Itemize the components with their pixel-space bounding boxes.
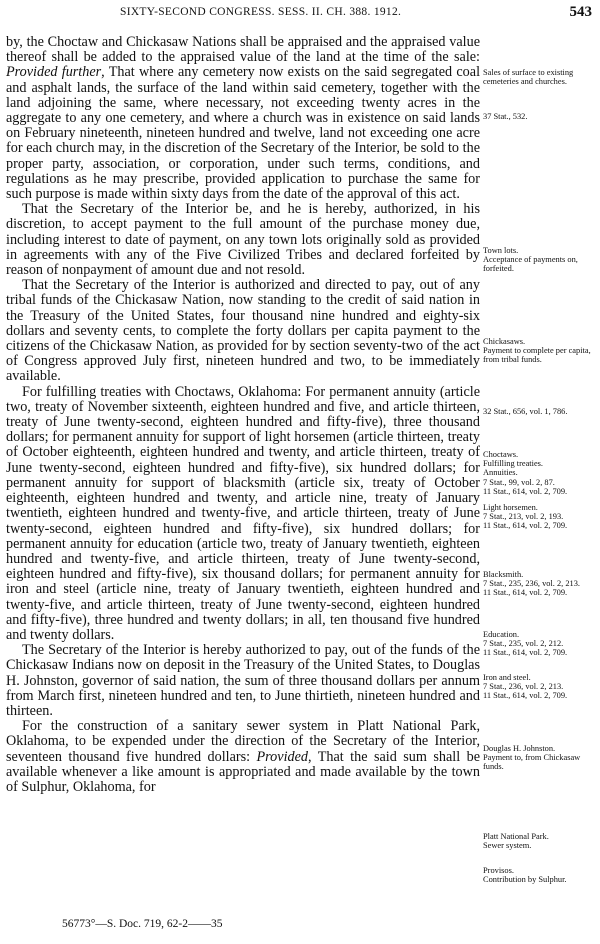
- margin-note-citation: 37 Stat., 532.: [483, 112, 528, 121]
- paragraph-douglas-johnston: The Secretary of the Interior is hereby authorized to pay, out of the funds of the Chickasaw Indians now on deposit in the Treasury of the United States, to Douglas H. Johnston, governor of said nation, the sum of three thousand dollars per annum from March first, nineteen hundred and ten, to June thirtieth, nineteen hundred and thirteen.: [6, 642, 480, 719]
- paragraph-town-lots: That the Secretary of the Interior be, and he is hereby, authorized, in his discretion, to accept payment to the full amount of the purchase money due, including interest to date of payment, on any town lots originally sold as provided in agreements with any of the Five Civilized Tribes and declared forfeited by reason of nonpayment of amount due and not resold.: [6, 201, 480, 279]
- margin-note-choctaws: Choctaws. Fulfilling treaties. Annuities. 7 Stat., 99, vol. 2, 87. 11 Stat., 614, vol. 2, 709.: [483, 450, 568, 496]
- paragraph-cemetery: by, the Choctaw and Chickasaw Nations shall be appraised and the appraised value thereof shall be added to the appraised value of the land at the time of the sale: Provided further, That where any cemetery now exists on the said segregated coal and asphalt lands, the surface of the land within said cemetery, together with the land adjoining the same, where necessary, not exceeding twenty acres in the aggregate to any one cemetery, and where a church was in existence on said lands on February nineteenth, nineteen hundred and twelve, land not exceeding one acre for each church may, in the discretion of the Secretary of the Interior, be sold to the proper party, association, or corporation, under such terms, conditions, and regulations as he may prescribe, provided application to purchase the same for such purpose is made within sixty days from the date of the approval of this act.: [6, 34, 481, 203]
- margin-note-education: Education. 7 Stat., 235, vol. 2, 212. 11 Stat., 614, vol. 2, 709.: [483, 630, 568, 658]
- margin-note-light-horsemen: Light horsemen. 7 Stat., 213, vol. 2, 193. 11 Stat., 614, vol. 2, 709.: [483, 503, 568, 531]
- footer-signature: 56773°—S. Doc. 719, 62-2——35: [62, 918, 223, 930]
- running-header: [0, 4, 600, 24]
- margin-note-blacksmith: Blacksmith. 7 Stat., 235, 236, vol. 2, 213. 11 Stat., 614, vol. 2, 709.: [483, 570, 581, 598]
- margin-note-provisos: Provisos. Contribution by Sulphur.: [483, 866, 567, 885]
- page-number: 543: [569, 4, 592, 20]
- margin-note-platt-park: Platt National Park. Sewer system.: [483, 832, 549, 851]
- paragraph-platt-park: For the construction of a sanitary sewer system in Platt National Park, Oklahoma, to be expended under the direction of the Secretary of the Interior, seventeen thousand five hundred dollars: Provided, That the said sum shall be available whenever a like amount is appropriated and made available by the town of Sulphur, Oklahoma, for: [6, 718, 481, 795]
- margin-note-douglas-johnston: Douglas H. Johnston. Payment to, from Chickasaw funds.: [483, 744, 581, 772]
- paragraph-choctaw-treaties: For fulfilling treaties with Choctaws, Oklahoma: For permanent annuity (article two, treaty of November sixteenth, eighteen hundred and five, and article thirteen, treaty of June twenty-second, eighteen hundred and fifty-five), three thousand dollars; for permanent annuity for support of light horsemen (article thirteen, treaty of October eighteenth, eighteen hundred and twenty, and article thirteen, treaty of June twenty-second, eighteen hundred and fifty-five), six hundred dollars; for permanent annuity for support of blacksmith (article six, treaty of October eighteenth, eighteen hundred and twenty, and article nine, treaty of January twentieth, eighteen hundred and twenty-five, and article thirteen, treaty of June twenty-second, eighteen hundred and fifty-five), six hundred dollars; for permanent annuity for education (article two, treaty of January twentieth, eighteen hundred and twenty-five, and article thirteen, treaty of June twenty-second, eighteen hundred and fifty-five), six thousand dollars; for permanent annuity for iron and steel (article nine, treaty of January twentieth, eighteen hundred and twenty-five, and article thirteen, treaty of June twenty-second, eighteen hundred and fifty-five), three hundred and twenty dollars; in all, ten thousand five hundred and twenty dollars.: [6, 383, 480, 643]
- margin-note-iron-steel: Iron and steel. 7 Stat., 236, vol. 2, 213. 11 Stat., 614, vol. 2, 709.: [483, 673, 568, 701]
- margin-note-cemeteries: Sales of surface to existing cemeteries and churches.: [483, 68, 574, 87]
- running-title: SIXTY-SECOND CONGRESS. SESS. II. CH. 388. 1912.: [120, 6, 402, 18]
- body-text: [6, 35, 480, 795]
- margin-note-town-lots: Town lots. Acceptance of payments on, forfeited.: [483, 246, 578, 274]
- margin-note-citation: 32 Stat., 656, vol. 1, 786.: [483, 407, 568, 416]
- margin-note-chickasaws: Chickasaws. Payment to complete per capita, from tribal funds.: [483, 337, 591, 365]
- paragraph-chickasaw-payment: That the Secretary of the Interior is authorized and directed to pay, out of any tribal funds of the Chickasaw Nation, now standing to the credit of said nation in the Treasury of the United States, four thousand nine hundred and eighty-six dollars and seventy cents, to complete the forty dollars per capita payment to the citizens of the Chickasaw Nation, as provided for by section seventy-two of the act of Congress approved July first, nineteen hundred and two, to be immediately available.: [6, 277, 480, 385]
